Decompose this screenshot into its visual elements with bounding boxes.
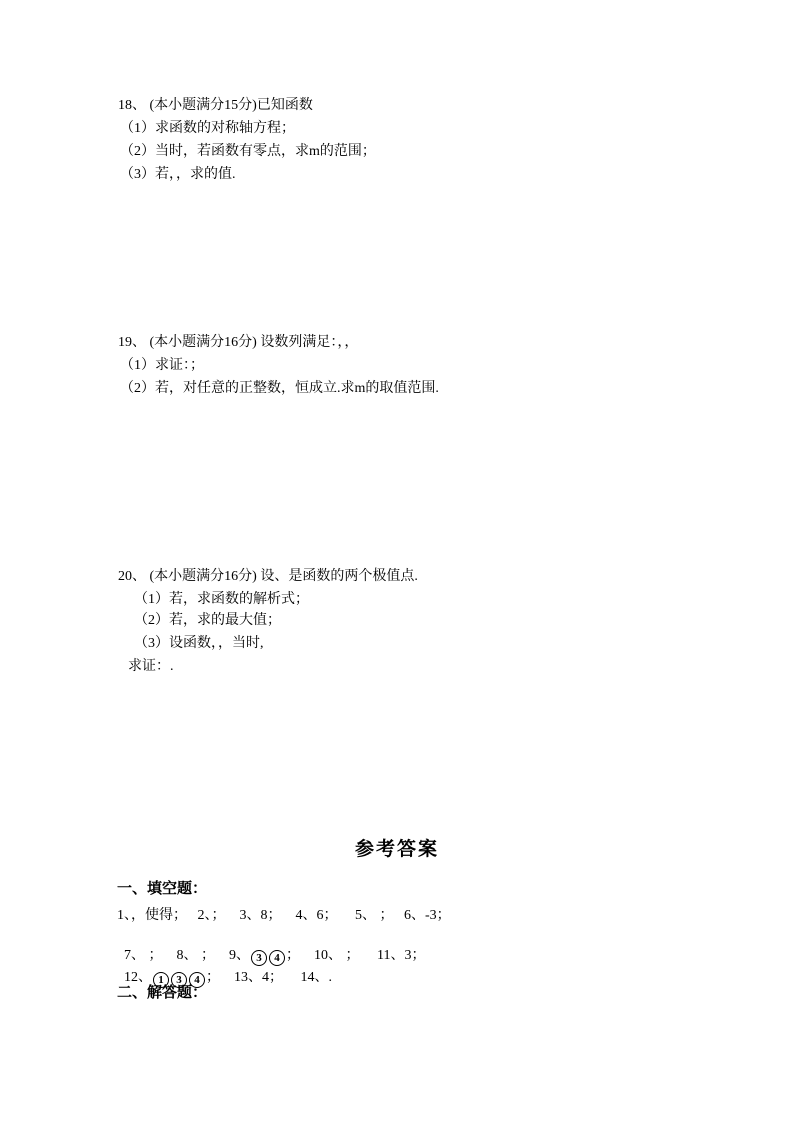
- q20-header: 20、 (本小题满分16分) 设、是函数的两个极值点.: [118, 569, 418, 584]
- q20-part3: （3）设函数，，当时,: [134, 636, 264, 651]
- q19-header: 19、 (本小题满分16分) 设数列满足：，，: [118, 335, 359, 350]
- answers-row-2-start: 7、 ； 8、 ； 9、: [124, 948, 250, 963]
- answers-row-1: 1、，使得； 2、； 3、8； 4、6； 5、 ； 6、-3；: [117, 908, 451, 923]
- circled-number: 3: [251, 950, 267, 966]
- answers-row-3-start: 12、: [124, 970, 152, 985]
- answers-row-3-end: ； 13、4； 14、.: [206, 970, 332, 985]
- circled-number: 3: [171, 972, 187, 988]
- q18-part1: （1）求函数的对称轴方程；: [120, 121, 295, 136]
- answers-row-2-end: ； 10、 ； 11、3；: [286, 948, 426, 963]
- circled-number: 1: [153, 972, 169, 988]
- q19-part1: （1）求证：；: [120, 358, 204, 373]
- q20-part1: （1）若，求函数的解析式；: [134, 592, 309, 607]
- circled-number: 4: [269, 950, 285, 966]
- circled-number: 4: [189, 972, 205, 988]
- q20-part2: （2）若，求的最大值；: [134, 613, 281, 628]
- q18-header: 18、 (本小题满分15分)已知函数: [118, 98, 313, 113]
- section-fill-in-heading: 一、填空题：: [117, 881, 208, 897]
- answers-title: 参考答案: [354, 839, 439, 860]
- q20-proof-statement: 求证：.: [128, 659, 174, 674]
- q19-part2: （2）若，对任意的正整数，恒成立.求m的取值范围.: [120, 381, 439, 396]
- q18-part2: （2）当时，若函数有零点，求m的范围；: [120, 144, 376, 159]
- section-solutions-heading: 二、解答题：: [117, 985, 208, 1001]
- q18-part3: （3）若，，求的值.: [120, 167, 236, 182]
